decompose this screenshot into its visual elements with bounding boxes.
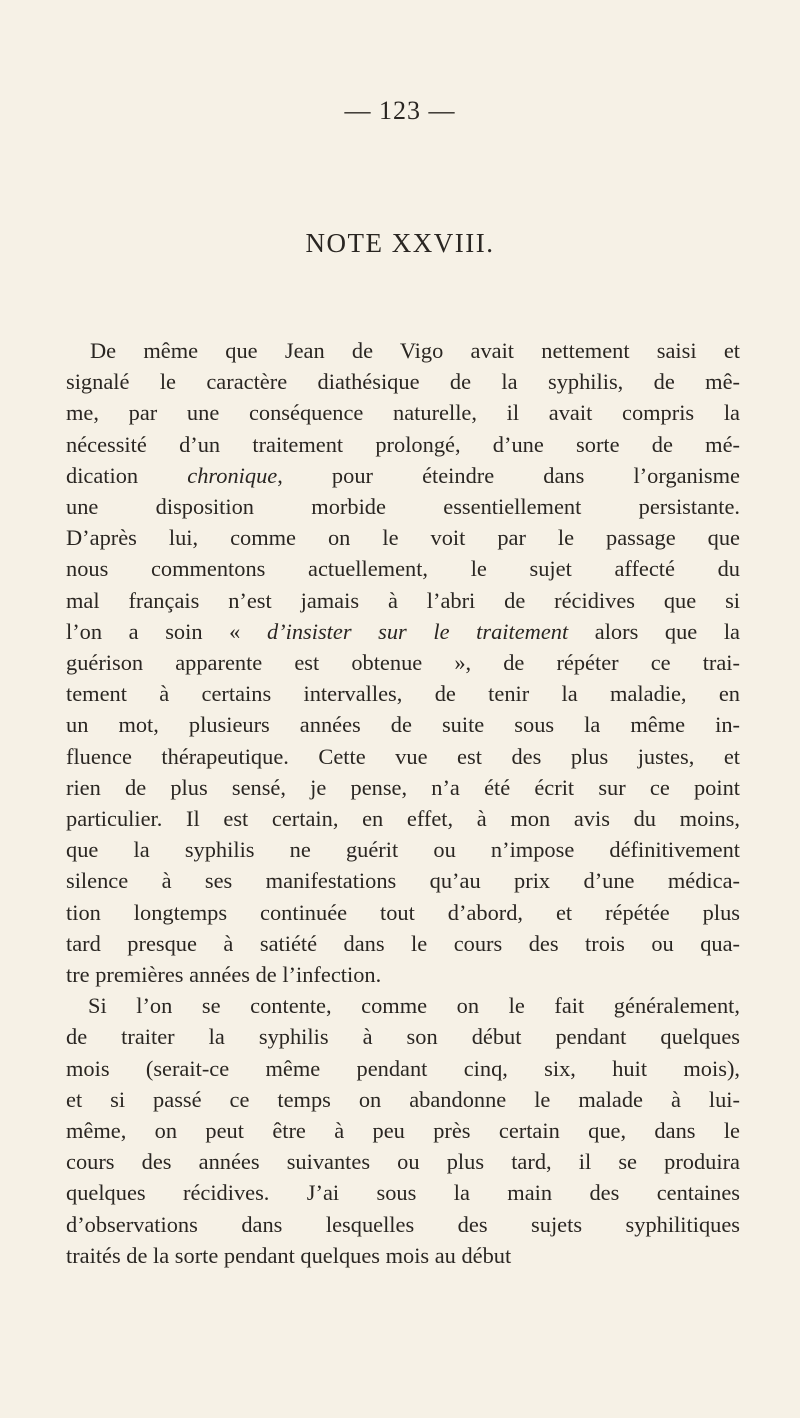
text-line: traités de la sorte pendant quelques mois au début bbox=[66, 1242, 512, 1268]
text-line bbox=[66, 460, 740, 491]
text-segment: l’on a soin « bbox=[66, 618, 267, 644]
italic-segment: d’insister sur le traitement bbox=[266, 618, 569, 644]
text-line: tement à certains intervalles, de tenir la maladie, en bbox=[66, 681, 740, 707]
text-line: tre premières années de l’infection. bbox=[66, 962, 382, 988]
text-line: me, par une conséquence naturelle, il avait compris la bbox=[66, 400, 740, 426]
text-line: et si passé ce temps on abandonne le malade à lui- bbox=[66, 1086, 740, 1112]
text-line: Si l’on se contente, comme on le fait généralement, bbox=[88, 993, 740, 1019]
text-line: de traiter la syphilis à son début pendant quelques bbox=[66, 1024, 740, 1050]
text-line: quelques récidives. J’ai sous la main des centaines bbox=[66, 1180, 740, 1206]
text-line: particulier. Il est certain, en effet, à mon avis du moins, bbox=[66, 806, 740, 832]
text-line: tard presque à satiété dans le cours des trois ou qua- bbox=[66, 930, 740, 956]
text-line bbox=[66, 616, 740, 647]
text-segment: dication bbox=[66, 462, 188, 488]
text-line: D’après lui, comme on le voit par le passage que bbox=[66, 525, 740, 551]
text-line: nous commentons actuellement, le sujet affecté du bbox=[66, 556, 740, 582]
text-segment: , pour éteindre dans l’organisme bbox=[277, 462, 740, 488]
page-number: — 123 — bbox=[344, 96, 456, 125]
text-line: silence à ses manifestations qu’au prix d’une médica- bbox=[66, 868, 740, 894]
italic-segment: chronique bbox=[187, 462, 278, 488]
text-line: fluence thérapeutique. Cette vue est des plus justes, et bbox=[66, 743, 740, 769]
text-line: un mot, plusieurs années de suite sous la même in- bbox=[66, 712, 740, 738]
text-segment: alors que la bbox=[568, 618, 740, 644]
text-line: même, on peut être à peu près certain que, dans le bbox=[66, 1118, 740, 1144]
text-line: nécessité d’un traitement prolongé, d’une sorte de mé- bbox=[66, 431, 740, 457]
text-line: rien de plus sensé, je pense, n’a été écrit sur ce point bbox=[66, 774, 740, 800]
text-line: De même que Jean de Vigo avait nettement saisi et bbox=[90, 338, 740, 363]
text-line: une disposition morbide essentiellement persistante. bbox=[66, 494, 740, 520]
text-line: mois (serait-ce même pendant cinq, six, huit mois), bbox=[66, 1055, 740, 1081]
text-line: mal français n’est jamais à l’abri de récidives que si bbox=[66, 587, 740, 613]
text-line: tion longtemps continuée tout d’abord, et répétée plus bbox=[66, 899, 740, 925]
note-title: NOTE XXVIII. bbox=[305, 228, 495, 258]
body-text bbox=[66, 335, 740, 1271]
text-line: guérison apparente est obtenue », de répéter ce trai- bbox=[66, 650, 740, 676]
text-line: signalé le caractère diathésique de la syphilis, de mê- bbox=[66, 369, 740, 395]
text-line: d’observations dans lesquelles des sujets syphilitiques bbox=[66, 1211, 740, 1237]
text-line: cours des années suivantes ou plus tard, il se produira bbox=[66, 1149, 740, 1175]
text-line: que la syphilis ne guérit ou n’impose définitivement bbox=[66, 837, 740, 863]
